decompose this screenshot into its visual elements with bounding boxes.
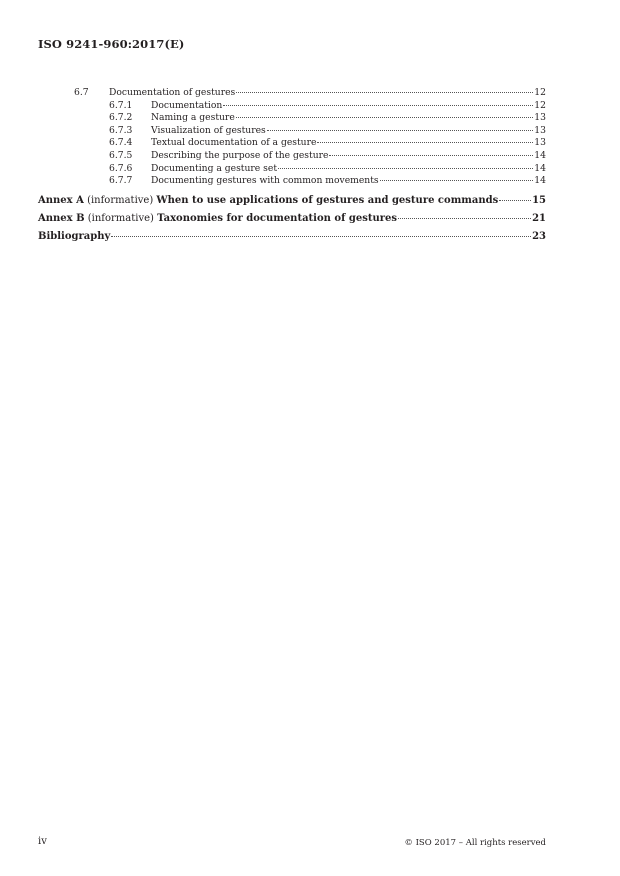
toc-title: Documentation bbox=[151, 99, 223, 111]
annex-label: Annex A bbox=[38, 194, 84, 206]
toc-page: 12 bbox=[534, 87, 546, 98]
dot-leader bbox=[499, 199, 531, 201]
toc-number: 6.7.2 bbox=[109, 112, 133, 124]
toc-page: 13 bbox=[534, 137, 546, 149]
toc-page: 15 bbox=[532, 194, 546, 206]
toc-entry-6-7[interactable] bbox=[38, 87, 546, 100]
toc-page: 14 bbox=[534, 162, 546, 174]
toc-title: Documenting gestures with common movements bbox=[151, 175, 379, 187]
dot-leader bbox=[398, 217, 531, 219]
toc-number: 6.7.1 bbox=[109, 99, 133, 111]
toc-page: 14 bbox=[534, 149, 546, 161]
dot-leader bbox=[111, 235, 531, 237]
toc-entry-6-7-3[interactable] bbox=[38, 125, 546, 138]
toc-number: 6.7.7 bbox=[109, 175, 133, 187]
dot-leader bbox=[236, 91, 533, 93]
toc-entry-6-7-5[interactable] bbox=[38, 150, 546, 163]
toc-number: 6.7.6 bbox=[109, 162, 133, 174]
dot-leader bbox=[267, 129, 534, 131]
toc-title: Bibliography bbox=[38, 230, 111, 242]
dot-leader bbox=[380, 179, 534, 181]
toc-title bbox=[38, 211, 397, 226]
annex-kind: (informative) bbox=[87, 212, 154, 224]
toc-title: Textual documentation of a gesture bbox=[151, 137, 317, 149]
toc-entry-annex-b[interactable] bbox=[38, 211, 546, 226]
toc-number: 6.7.3 bbox=[109, 124, 133, 136]
toc-title bbox=[38, 193, 498, 208]
page-number: iv bbox=[38, 836, 47, 847]
annex-title: Taxonomies for documentation of gestures bbox=[157, 212, 397, 224]
toc-page: 13 bbox=[534, 112, 546, 124]
toc-title: Visualization of gestures bbox=[151, 124, 266, 136]
toc-number: 6.7.5 bbox=[109, 149, 133, 161]
annex-label: Annex B bbox=[38, 212, 85, 224]
dot-leader bbox=[278, 167, 533, 169]
copyright-notice: © ISO 2017 – All rights reserved bbox=[404, 838, 546, 848]
toc-entry-6-7-4[interactable] bbox=[38, 137, 546, 150]
toc-title: Documenting a gesture set bbox=[151, 162, 278, 174]
dot-leader bbox=[223, 104, 533, 106]
toc-number: 6.7 bbox=[74, 87, 89, 98]
toc-title: Documentation of gestures bbox=[109, 87, 236, 98]
toc-title: Describing the purpose of the gesture bbox=[151, 149, 329, 161]
toc-page: 13 bbox=[534, 124, 546, 136]
toc-entry-6-7-6[interactable] bbox=[38, 163, 546, 176]
table-of-contents bbox=[38, 87, 546, 244]
toc-page: 21 bbox=[532, 212, 546, 224]
dot-leader bbox=[317, 141, 533, 143]
toc-page: 23 bbox=[532, 230, 546, 242]
toc-entry-bibliography[interactable] bbox=[38, 229, 546, 244]
annex-title: When to use applications of gestures and gesture commands bbox=[156, 194, 499, 206]
toc-entry-6-7-2[interactable] bbox=[38, 112, 546, 125]
toc-entry-annex-a[interactable] bbox=[38, 193, 546, 208]
toc-entry-6-7-7[interactable] bbox=[38, 175, 546, 188]
toc-entry-6-7-1[interactable] bbox=[38, 100, 546, 113]
annex-kind: (informative) bbox=[87, 194, 154, 206]
document-id-header: ISO 9241-960:2017(E) bbox=[38, 37, 185, 51]
toc-page: 12 bbox=[534, 99, 546, 111]
dot-leader bbox=[236, 116, 534, 118]
toc-number: 6.7.4 bbox=[109, 137, 133, 149]
toc-page: 14 bbox=[534, 175, 546, 187]
dot-leader bbox=[329, 154, 533, 156]
toc-title: Naming a gesture bbox=[151, 112, 235, 124]
